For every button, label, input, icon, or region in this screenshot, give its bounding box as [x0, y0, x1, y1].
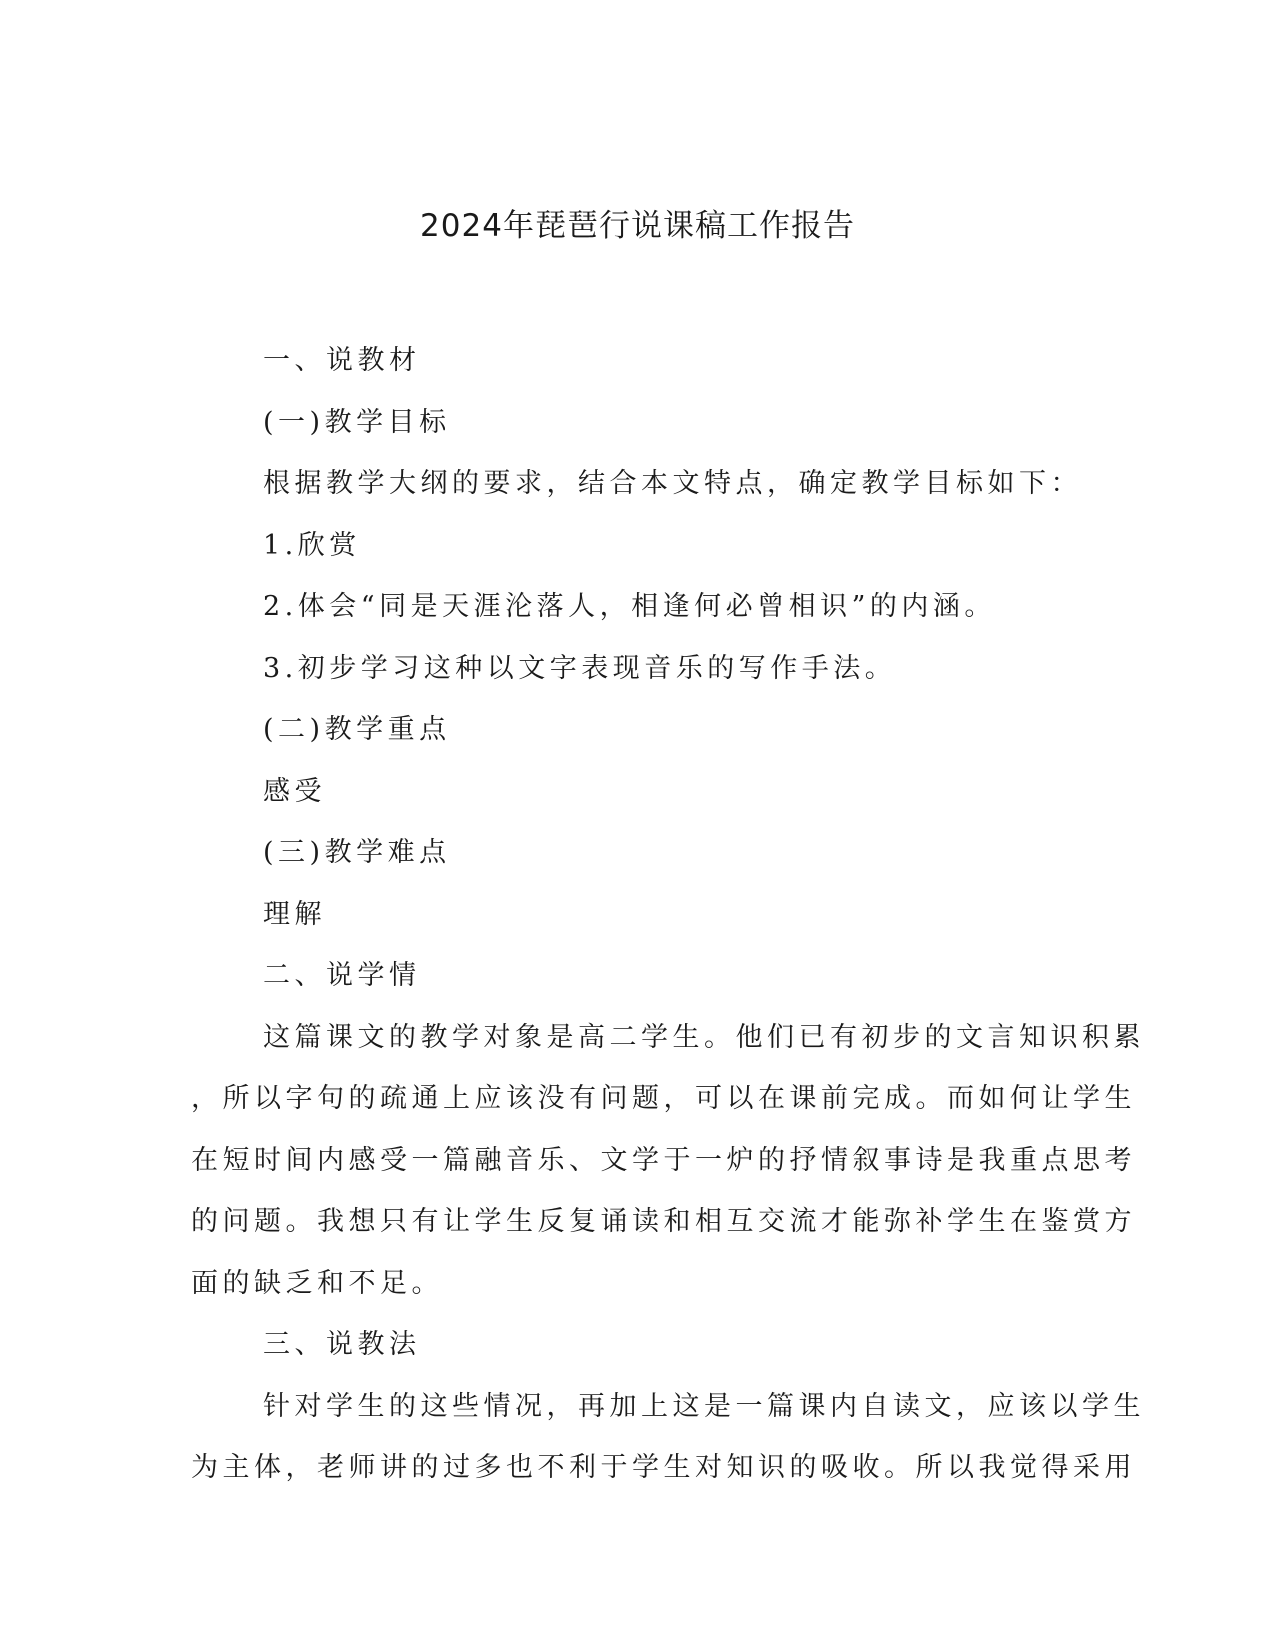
text-line: 三、说教法 — [263, 1329, 421, 1360]
text-line: 这篇课文的教学对象是高二学生。他们已有初步的文言知识积累 — [263, 1021, 1145, 1053]
text-line: (二)教学重点 — [263, 714, 451, 745]
text-line: (三)教学难点 — [263, 837, 451, 868]
text-line: 的问题。我想只有让学生反复诵读和相互交流才能弥补学生在鉴赏方 — [191, 1206, 1136, 1237]
text-line: 二、说学情 — [263, 960, 421, 991]
text-line: 在短时间内感受一篇融音乐、文学于一炉的抒情叙事诗是我重点思考 — [191, 1144, 1136, 1176]
text-line: 一、说教材 — [263, 345, 421, 376]
text-line: 3.初步学习这种以文字表现音乐的写作手法。 — [263, 652, 897, 684]
document-body — [191, 330, 1145, 1499]
text-line: 2.体会“同是天涯沦落人，相逢何必曾相识”的内涵。 — [263, 591, 996, 622]
text-line: (一)教学目标 — [263, 406, 451, 438]
text-line: ，所以字句的疏通上应该没有问题，可以在课前完成。而如何让学生 — [191, 1083, 1136, 1114]
text-line: 为主体，老师讲的过多也不利于学生对知识的吸收。所以我觉得采用 — [191, 1452, 1136, 1483]
text-line: 1.欣赏 — [263, 529, 361, 561]
text-line: 根据教学大纲的要求，结合本文特点，确定教学目标如下： — [263, 468, 1082, 499]
text-line: 针对学生的这些情况，再加上这是一篇课内自读文，应该以学生 — [263, 1390, 1145, 1422]
text-line: 感受 — [263, 775, 326, 807]
text-line: 理解 — [263, 898, 326, 930]
text-line: 面的缺乏和不足。 — [191, 1267, 443, 1299]
document-title: 2024年琵琶行说课稿工作报告 — [420, 208, 855, 244]
